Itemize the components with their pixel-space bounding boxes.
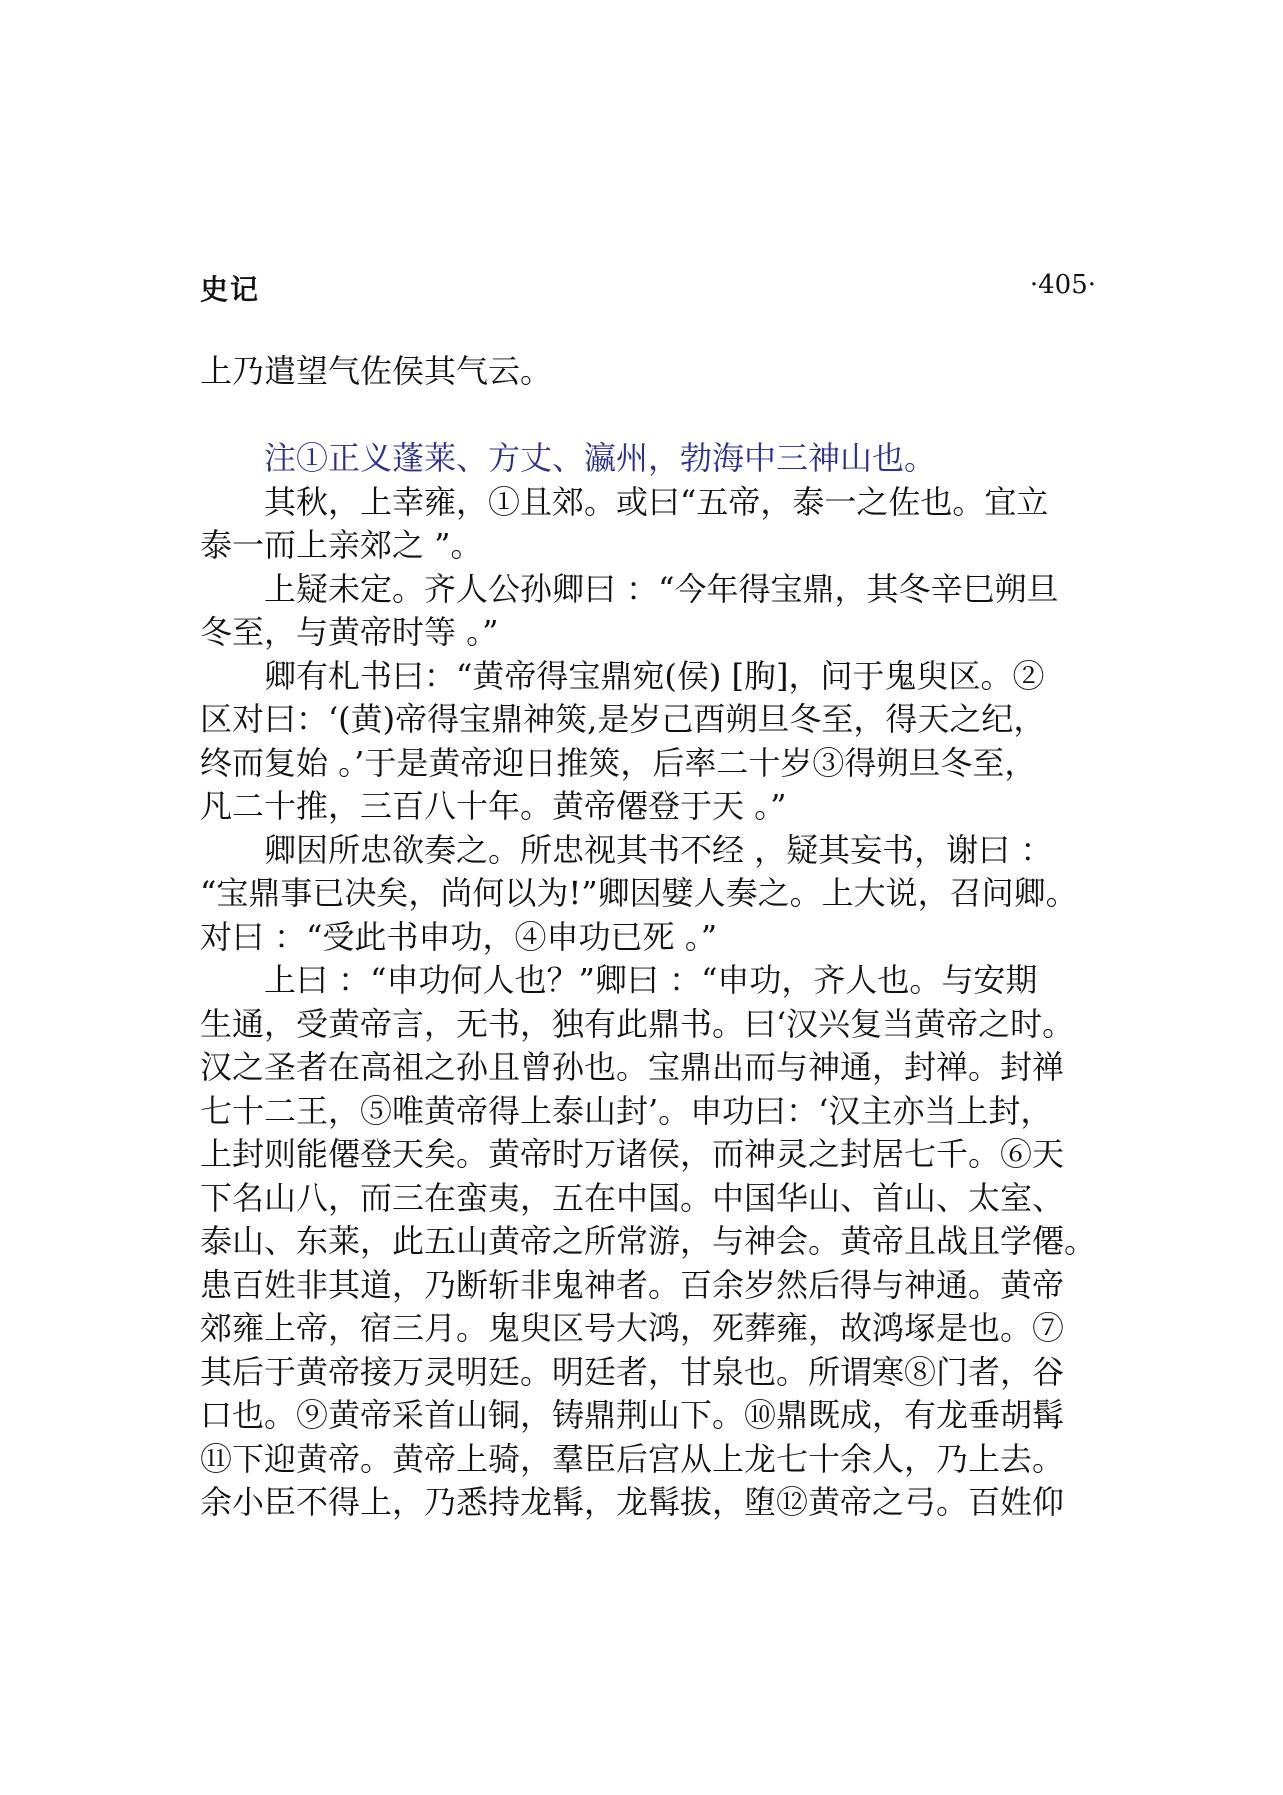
- text-line: 区对曰：‘(黄)帝得宝鼎神筴,是岁己酉朔旦冬至，得天之纪，: [200, 700, 1046, 738]
- text-line: 上疑未定。齐人公孙卿曰 ：“今年得宝鼎，其冬辛巳朔旦: [264, 569, 1059, 608]
- text-line: “宝鼎事已决矣，尚何以为!”卿因嬖人奏之。上大说，召问卿。: [200, 874, 1078, 912]
- main-text: [200, 350, 1100, 1525]
- text-line: 七十二王，⑤唯黄帝得上泰山封’。申功曰：‘汉主亦当上封，: [200, 1091, 1053, 1130]
- text-line: 冬至，与黄帝时等 。”: [200, 613, 499, 651]
- text-line: 上乃遣望气佐侯其气云。: [200, 352, 553, 390]
- annotation-note: 注①正义蓬莱、方丈、瀛州，勃海中三神山也。: [264, 439, 937, 477]
- text-line: 凡二十推，三百八十年。黄帝僊登于天 。”: [200, 787, 787, 825]
- text-line: 终而复始 。’于是黄帝迎日推筴，后率二十岁③得朔旦冬至，: [200, 743, 1037, 782]
- text-line: 泰一而上亲郊之 ”。: [200, 526, 483, 564]
- text-line: 泰山、东莱，此五山黄帝之所常游，与神会。黄帝且战且学僊。: [200, 1222, 1097, 1260]
- text-line: 上曰 ：“申功何人也？”卿曰 ：“申功，齐人也。与安期: [264, 961, 1038, 999]
- text-line: 卿因所忠欲奏之。所忠视其书不经 ，疑其妄书，谢曰 ：: [264, 830, 1053, 869]
- text-line: 患百姓非其道，乃断斩非鬼神者。百余岁然后得与神通。黄帝: [200, 1265, 1065, 1304]
- text-line: ⑪下迎黄帝。黄帝上骑，羣臣后宫从上龙七十余人，乃上去。: [200, 1439, 1065, 1478]
- text-line: 其秋，上幸雍，①且郊。或曰“五帝，泰一之佐也。宜立: [264, 482, 1049, 521]
- text-line: 郊雍上帝，宿三月。鬼臾区号大鸿，死葬雍，故鸿塚是也。⑦: [200, 1309, 1065, 1347]
- text-line: 上封则能僊登天矣。黄帝时万诸侯，而神灵之封居七千。⑥天: [200, 1135, 1065, 1173]
- text-line: 口也。⑨黄帝采首山铜，铸鼎荆山下。⑩鼎既成，有龙垂胡髯: [200, 1396, 1065, 1434]
- book-title: 史记: [200, 273, 261, 306]
- text-line: 其后于黄帝接万灵明廷。明廷者，甘泉也。所谓寒⑧门者，谷: [200, 1352, 1065, 1391]
- text-line: 余小臣不得上，乃悉持龙髯，龙髯拔，堕⑫黄帝之弓。百姓仰: [200, 1483, 1065, 1521]
- text-line: 汉之圣者在高祖之孙且曾孙也。宝鼎出而与神通，封禅。封禅: [200, 1048, 1065, 1086]
- text-line: 下名山八，而三在蛮夷，五在中国。中国华山、首山、太室、: [200, 1178, 1065, 1217]
- page-number: ·405·: [1029, 270, 1096, 300]
- text-line: 生通，受黄帝言，无书，独有此鼎书。曰‘汉兴复当黄帝之时。: [200, 1004, 1075, 1043]
- text-line: 卿有札书曰：“黄帝得宝鼎宛(侯) [朐]，问于鬼臾区。②: [264, 656, 1045, 695]
- running-header: [200, 268, 1096, 316]
- paragraph-gap: [200, 394, 1100, 438]
- text-line: 对曰 ：“受此书申功，④申功已死 。”: [200, 917, 718, 956]
